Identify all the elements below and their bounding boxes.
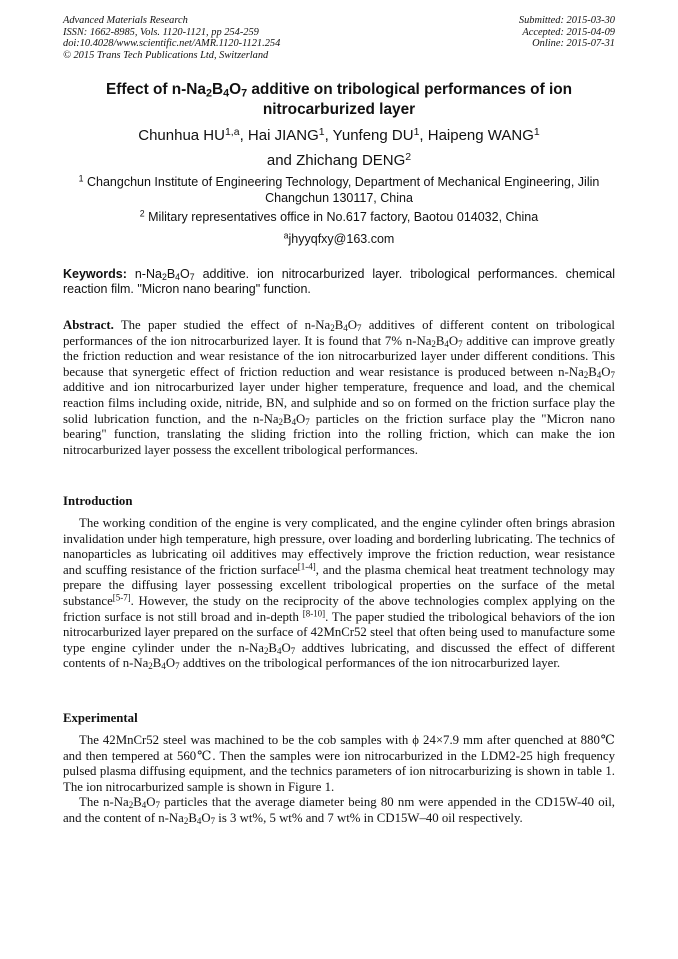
keywords-label: Keywords: [63, 267, 127, 281]
citation: [1-4] [297, 561, 316, 572]
abstract: Abstract. The paper studied the effect of $n-Na_2B_4O_7$ additives of different content on tribological performances of the ion nitrocarburized layer. It is found that 7% $n-Na_2B_4O_7$ additive can improve greatly the friction reduction and wear resistance of the ion nitrocarburized layer under different conditions. This because that synergetic effect of friction reduction and wear resistance is produced between $n-Na_2B_4O_7$ additive and ion nitrocarburized layer under higher temperature, frequence and load, and the chemical reaction films including oxide, nitride, BN, and sulphide and so on formed on the friction surface play the solid lubrication function, and the $n-Na_2B_4O_7$ particles on the friction surface play the "Micron nano bearing" function, translating the sliding friction into the rolling friction, which can make the ion nitrocarburized layer possess the excellent tribological performances. [63, 318, 615, 457]
introduction-body [63, 516, 615, 672]
author-name: , Haipeng WANG [419, 127, 534, 144]
paragraph: The $n-Na_2B_4O_7$ particles that the average diameter being 80 nm were appended in the CD15W-40 oil, and the content of $n-Na_2B_4O_7$ is 3 wt%, 5 wt% and 7 wt% in CD15W–40 oil respectively. [63, 795, 615, 827]
citation: [8-10] [302, 608, 326, 619]
paper-title: Effect of $n-Na_2B_4O_7$ additive on tribological performances of ion nitrocarburized layer [105, 81, 573, 118]
author-email: $^a$jhyyqfxy@163.com [283, 230, 395, 246]
author-name: , Yunfeng DU [324, 127, 414, 144]
doi-line: doi:10.4028/www.scientific.net/AMR.1120-1121.254 [63, 38, 281, 50]
experimental-body [63, 733, 615, 827]
journal-name: Advanced Materials Research [63, 15, 188, 26]
keywords: Keywords: $n-Na_2B_4O_7$ additive. ion nitrocarburized layer. tribological performances. chemical reaction film. "Micron nano bearing" function. [63, 267, 615, 297]
author-name: , Hai JIANG [239, 127, 319, 144]
issn-line: ISSN: 1662-8985, Vols. 1120-1121, pp 254-259 [63, 26, 259, 38]
accepted-date: Accepted: 2015-04-09 [522, 26, 615, 38]
paragraph: The working condition of the engine is very complicated, and the engine cylinder often brings abrasion invalidation under high temperature, high pressure, over loading and borderling lubricating. The technics of nanoparticles as lubricating oil additives may effectively improve the friction reduction, wear resistance and scuffing resistance of the friction surface[1-4], and the plasma chemical heat treatment technology may prepare the diffusing layer possessing excellent tribological properties on the surface of the metal substance[5-7]. However, the study on the reciprocity of the above technologies complex applying on the friction surface is not still broad and in-depth [8-10]. The paper studied the tribological behaviors of the ion nitrocarburized layer prepared on the surface of 42MnCr52 steel that often being used to manufacture some type engine cylinder under the $n-Na_2B_4O_7$ addtives lubricating, and discussed the effect of different contents of $n-Na_2B_4O_7$ addtives on the tribological performances of the ion nitrocarburized layer. [63, 516, 616, 672]
author-name: and Zhichang DENG [266, 152, 406, 169]
paragraph: The 42MnCr52 steel was machined to be the cob samples with ϕ 24×7.9 mm after quenched at 880℃ and then tempered at 560℃. Then the samples were ion nitrocarburized in the LDM2-25 high frequency pulsed plasma diffusing equipment, and the technics parameters of ion nitrocarburizing is shown in table 1. The ion nitrocarburized sample is shown in Figure 1. [63, 733, 615, 794]
header-dates [519, 15, 615, 50]
author-list: Chunhua HU$^{1,a}$, Hai JIANG$^1$, Yunfeng $DU^1$, Haipeng WANG$^1$ and Zhichang DENG$^2$ [138, 125, 540, 169]
copyright-line: © 2015 Trans Tech Publications Ltd, Switzerland [63, 49, 269, 61]
section-heading-introduction: Introduction [63, 494, 133, 508]
submitted-date: Submitted: 2015-03-30 [518, 15, 615, 26]
citation: [5-7] [112, 592, 131, 603]
online-date: Online: 2015-07-31 [532, 38, 615, 50]
author-name: Chunhua HU [138, 127, 225, 144]
header-publication-info [63, 15, 280, 61]
affiliation-2: $^2$ Military representatives office in No.617 factory, Baotou 014032, China [139, 208, 539, 224]
affiliation-1: $^1$ Changchun Institute of Engineering Technology, Department of Mechanical Engineering, Jilin Changchun 130117, China [78, 173, 600, 205]
section-heading-experimental: Experimental [63, 711, 138, 725]
abstract-label: Abstract. [63, 318, 114, 332]
